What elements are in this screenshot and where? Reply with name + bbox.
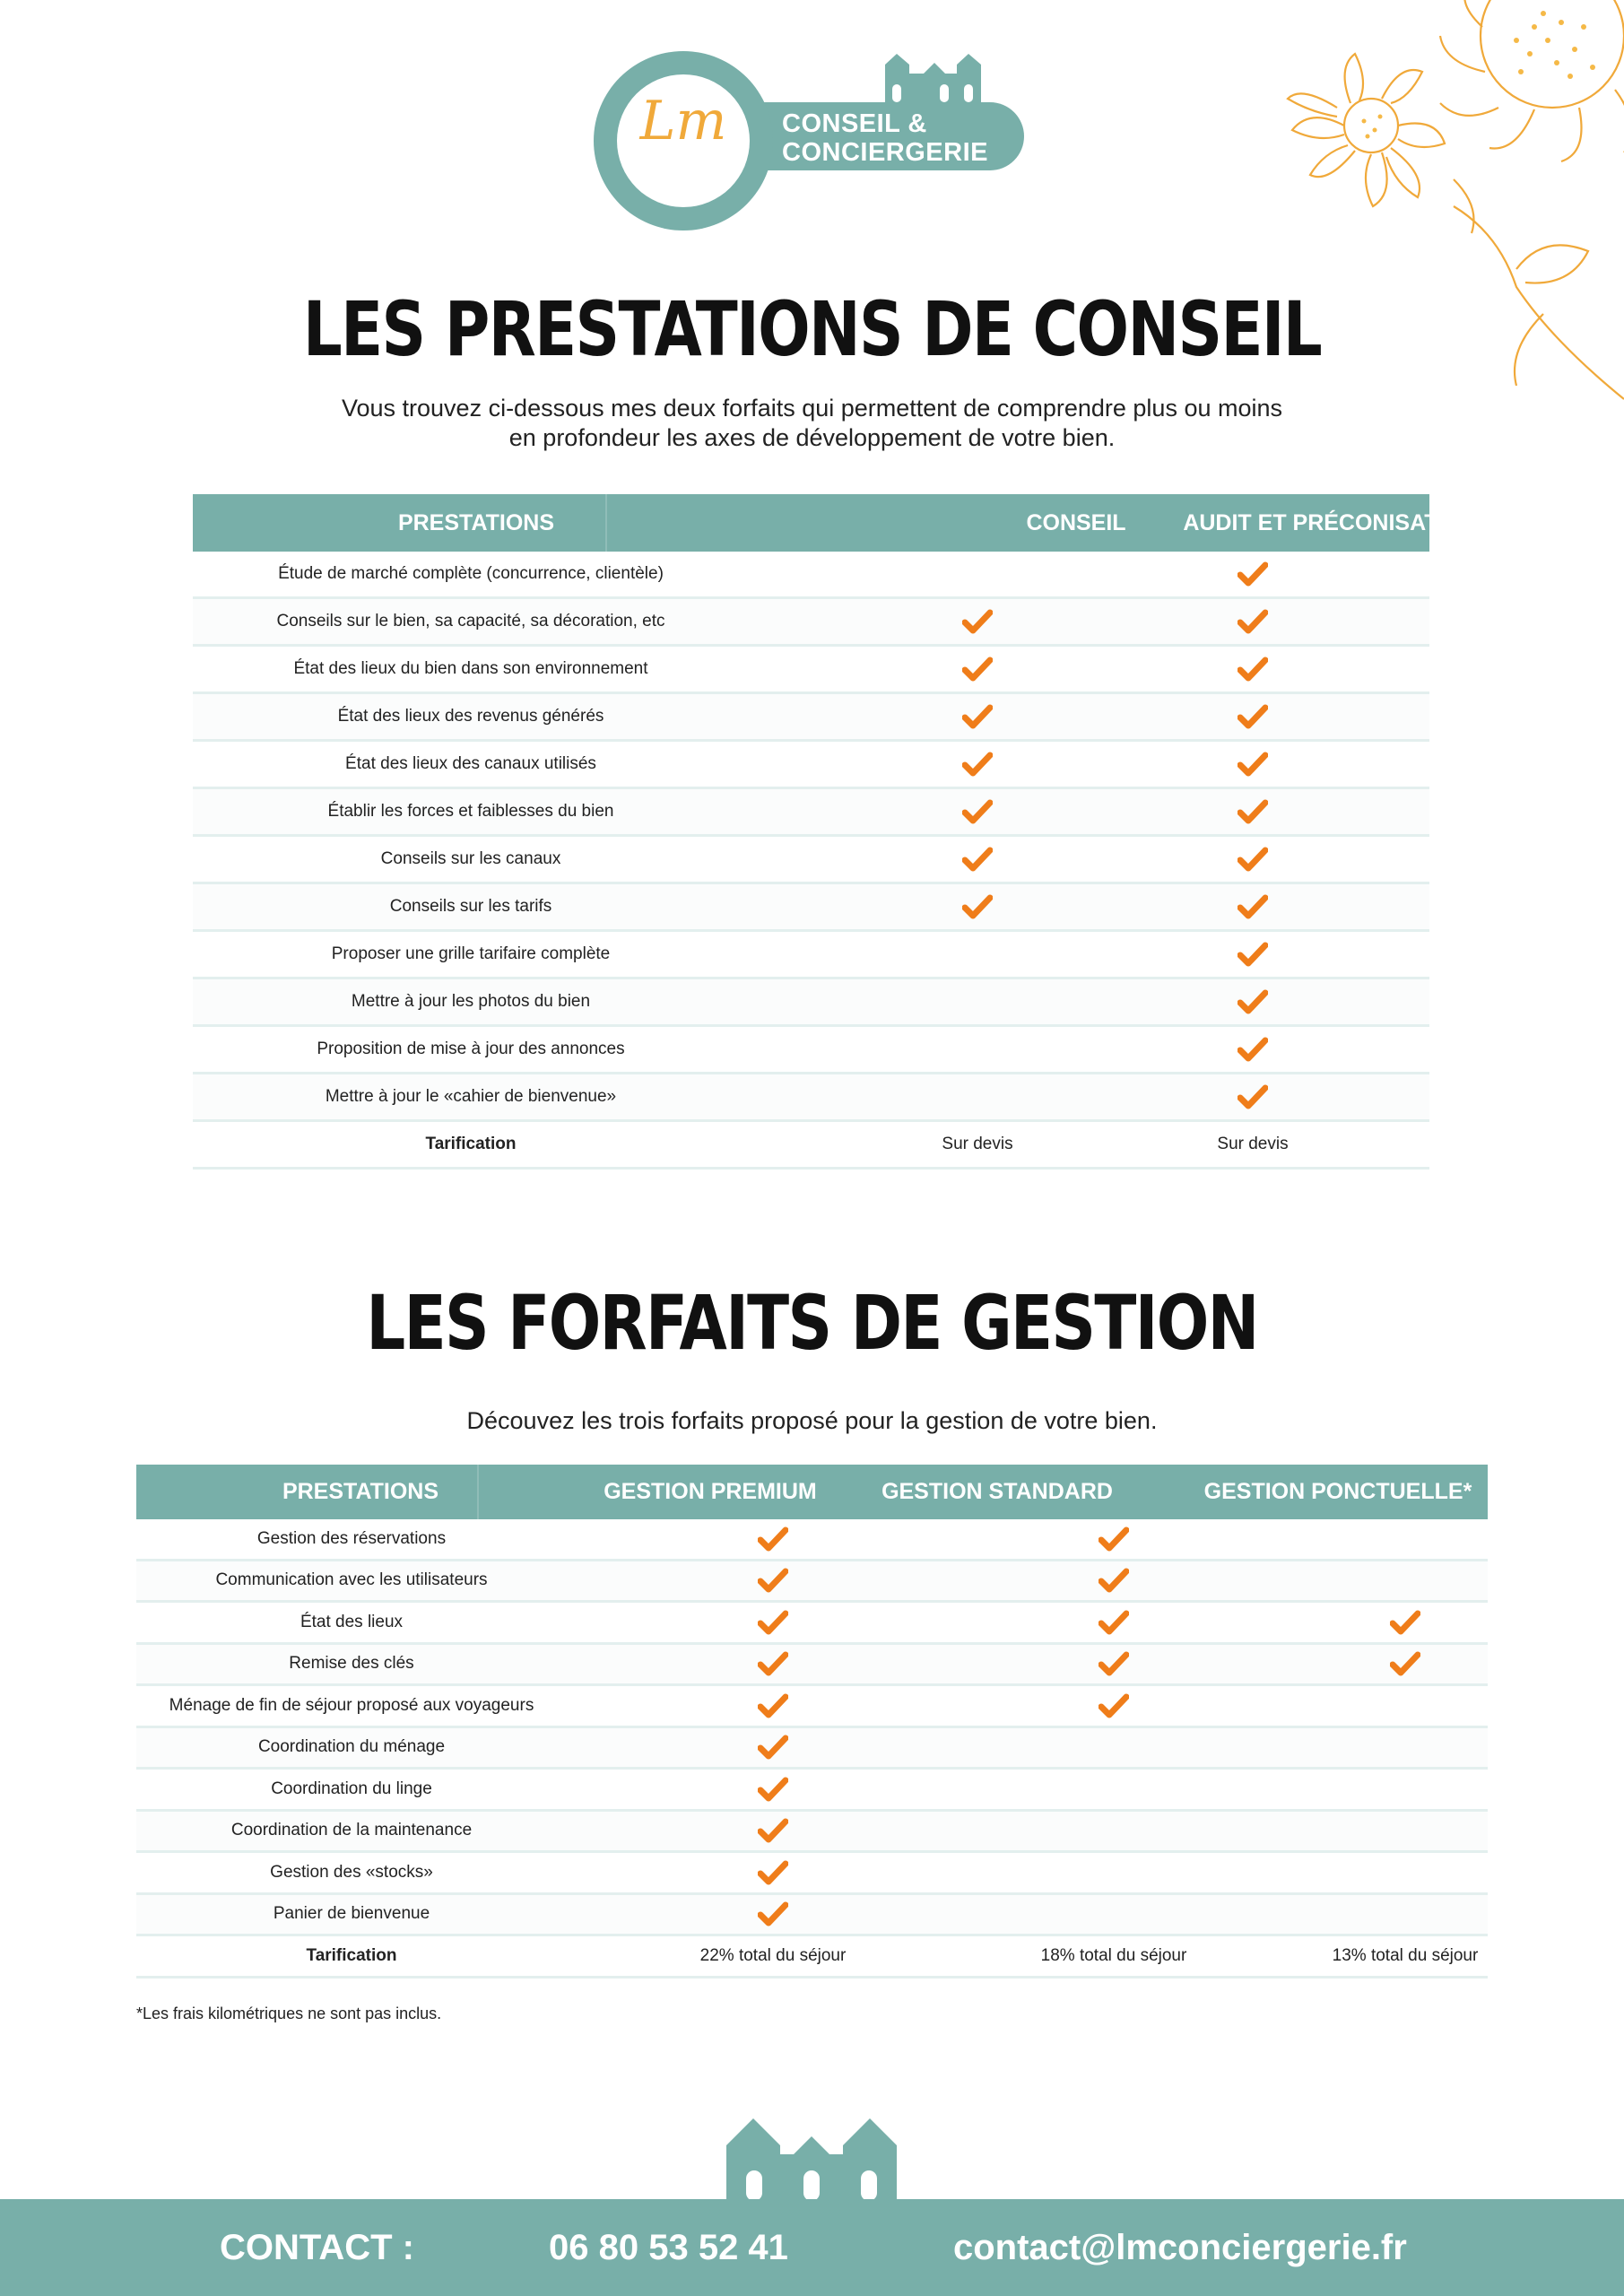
check-icon xyxy=(638,1728,908,1768)
row-label: Communication avec les utilisateurs xyxy=(215,1570,488,1590)
footer-contact-bar xyxy=(0,2199,1624,2296)
table-row xyxy=(193,599,1429,647)
row-label: Mettre à jour le «cahier de bienvenue» xyxy=(325,1087,617,1106)
conseil-header-divider xyxy=(605,494,607,552)
row-label: Panier de bienvenue xyxy=(273,1904,430,1924)
row-label: Conseils sur les canaux xyxy=(380,849,561,868)
table-row xyxy=(193,979,1429,1027)
empty-cell xyxy=(883,552,1072,596)
row-label: Coordination de la maintenance xyxy=(230,1821,473,1840)
conseil-title: LES PRESTATIONS DE CONSEIL xyxy=(302,285,1322,373)
logo-monogram: Lm xyxy=(639,90,727,152)
empty-cell xyxy=(883,932,1072,977)
empty-cell xyxy=(883,979,1072,1024)
empty-cell xyxy=(979,1853,1248,1892)
check-icon xyxy=(883,694,1072,739)
row-label: Remise des clés xyxy=(289,1654,414,1674)
check-icon xyxy=(1302,1603,1508,1642)
pricing-value: 22% total du séjour xyxy=(699,1945,847,1965)
check-icon xyxy=(1136,1074,1369,1119)
check-icon xyxy=(638,1645,908,1684)
check-icon xyxy=(883,599,1072,644)
check-icon xyxy=(638,1519,908,1559)
empty-cell xyxy=(1302,1853,1508,1892)
empty-cell xyxy=(1302,1519,1508,1559)
row-label: Gestion des réservations xyxy=(256,1528,447,1548)
row-label: Conseils sur les tarifs xyxy=(389,897,552,916)
empty-cell xyxy=(1302,1686,1508,1726)
table-row xyxy=(136,1895,1488,1937)
contact-label: CONTACT : xyxy=(220,2227,414,2267)
brand-name-line1: CONSEIL & xyxy=(782,109,927,138)
check-icon xyxy=(1136,742,1369,787)
row-label: État des lieux des canaux utilisés xyxy=(345,754,596,773)
check-icon xyxy=(638,1603,908,1642)
conseil-description xyxy=(0,394,1624,453)
check-icon xyxy=(979,1645,1248,1684)
check-icon xyxy=(883,742,1072,787)
check-icon xyxy=(1136,789,1369,834)
row-label: État des lieux du bien dans son environnement xyxy=(293,659,648,678)
row-label: Établir les forces et faiblesses du bien xyxy=(327,802,614,821)
table-row xyxy=(136,1561,1488,1604)
pricing-label: Tarification xyxy=(425,1135,517,1153)
conseil-header-1: CONSEIL xyxy=(1026,509,1126,535)
check-icon xyxy=(1136,552,1369,596)
row-label: Gestion des «stocks» xyxy=(270,1862,433,1882)
table-row xyxy=(136,1770,1488,1812)
check-icon xyxy=(1136,884,1369,929)
table-row xyxy=(193,552,1429,599)
table-row xyxy=(193,884,1429,932)
check-icon xyxy=(638,1686,908,1726)
table-row xyxy=(193,932,1429,979)
check-icon xyxy=(638,1561,908,1601)
check-icon xyxy=(883,837,1072,882)
gestion-header-1: GESTION PREMIUM xyxy=(604,1479,817,1504)
table-row xyxy=(193,647,1429,694)
row-label: Coordination du linge xyxy=(271,1779,432,1798)
empty-cell xyxy=(1302,1561,1508,1601)
gestion-header-divider xyxy=(477,1465,479,1519)
check-icon xyxy=(883,647,1072,691)
pricing-row xyxy=(136,1936,1488,1979)
gestion-table-header xyxy=(136,1465,1488,1519)
row-label: Proposer une grille tarifaire complète xyxy=(331,944,611,963)
gestion-title: LES FORFAITS DE GESTION xyxy=(366,1279,1258,1367)
empty-cell xyxy=(979,1812,1248,1851)
table-row xyxy=(193,1074,1429,1122)
table-row xyxy=(193,837,1429,884)
check-icon xyxy=(638,1812,908,1851)
row-label: État des lieux des revenus générés xyxy=(337,707,604,726)
footnote: *Les frais kilométriques ne sont pas inclus. xyxy=(136,2005,442,2022)
check-icon xyxy=(1136,932,1369,977)
empty-cell xyxy=(883,1027,1072,1072)
row-label: Conseils sur le bien, sa capacité, sa décoration, etc xyxy=(276,612,665,631)
table-row xyxy=(136,1686,1488,1728)
check-icon xyxy=(979,1686,1248,1726)
pricing-row xyxy=(193,1122,1429,1170)
table-row xyxy=(136,1519,1488,1561)
table-row xyxy=(193,742,1429,789)
check-icon xyxy=(1136,599,1369,644)
row-label: Mettre à jour les photos du bien xyxy=(351,992,591,1011)
contact-email[interactable]: contact@lmconciergerie.fr xyxy=(953,2227,1407,2267)
empty-cell xyxy=(979,1770,1248,1809)
conseil-desc-line2: en profondeur les axes de développement de votre bien. xyxy=(508,424,1116,451)
conseil-header-2: AUDIT ET PRÉCONISATIONS xyxy=(1183,509,1493,535)
check-icon xyxy=(1136,979,1369,1024)
check-icon xyxy=(979,1603,1248,1642)
empty-cell xyxy=(883,1074,1072,1119)
row-label: Ménage de fin de séjour proposé aux voyageurs xyxy=(169,1695,534,1715)
row-label: État des lieux xyxy=(300,1612,404,1631)
empty-cell xyxy=(1302,1895,1508,1935)
check-icon xyxy=(883,789,1072,834)
conseil-header-0: PRESTATIONS xyxy=(397,509,555,535)
contact-phone[interactable]: 06 80 53 52 41 xyxy=(549,2227,788,2267)
check-icon xyxy=(979,1561,1248,1601)
check-icon xyxy=(1136,837,1369,882)
pricing-label: Tarification xyxy=(306,1945,397,1965)
gestion-header-2: GESTION STANDARD xyxy=(881,1479,1113,1504)
table-row xyxy=(193,1027,1429,1074)
gestion-header-3: GESTION PONCTUELLE* xyxy=(1203,1479,1472,1504)
check-icon xyxy=(1136,1027,1369,1072)
check-icon xyxy=(638,1895,908,1935)
check-icon xyxy=(638,1853,908,1892)
table-row xyxy=(136,1645,1488,1687)
check-icon xyxy=(979,1519,1248,1559)
check-icon xyxy=(1302,1645,1508,1684)
empty-cell xyxy=(1302,1770,1508,1809)
table-row xyxy=(136,1728,1488,1770)
row-label: Coordination du ménage xyxy=(257,1737,446,1757)
gestion-description: Découvez les trois forfaits proposé pour la gestion de votre bien. xyxy=(466,1407,1158,1434)
brand-name-line2: CONCIERGERIE xyxy=(782,138,988,167)
pricing-value: 18% total du séjour xyxy=(1040,1945,1187,1965)
table-row xyxy=(136,1812,1488,1854)
empty-cell xyxy=(979,1728,1248,1768)
check-icon xyxy=(1136,647,1369,691)
check-icon xyxy=(1136,694,1369,739)
check-icon xyxy=(638,1770,908,1809)
table-row xyxy=(136,1603,1488,1645)
pricing-value: Sur devis xyxy=(1217,1135,1289,1153)
gestion-header-0: PRESTATIONS xyxy=(282,1479,439,1504)
pricing-value: Sur devis xyxy=(942,1135,1013,1153)
empty-cell xyxy=(979,1895,1248,1935)
row-label: Étude de marché complète (concurrence, clientèle) xyxy=(278,564,664,583)
building-icon xyxy=(726,2118,897,2199)
check-icon xyxy=(883,884,1072,929)
pricing-value: 13% total du séjour xyxy=(1332,1945,1479,1965)
table-row xyxy=(136,1853,1488,1895)
table-row xyxy=(193,694,1429,742)
conseil-desc-line1: Vous trouvez ci-dessous mes deux forfaits qui permettent de comprendre plus ou moins xyxy=(341,395,1283,422)
row-label: Proposition de mise à jour des annonces xyxy=(317,1039,625,1058)
brand-name xyxy=(782,109,988,167)
empty-cell xyxy=(1302,1812,1508,1851)
conseil-table-header xyxy=(193,494,1493,552)
empty-cell xyxy=(1302,1728,1508,1768)
table-row xyxy=(193,789,1429,837)
